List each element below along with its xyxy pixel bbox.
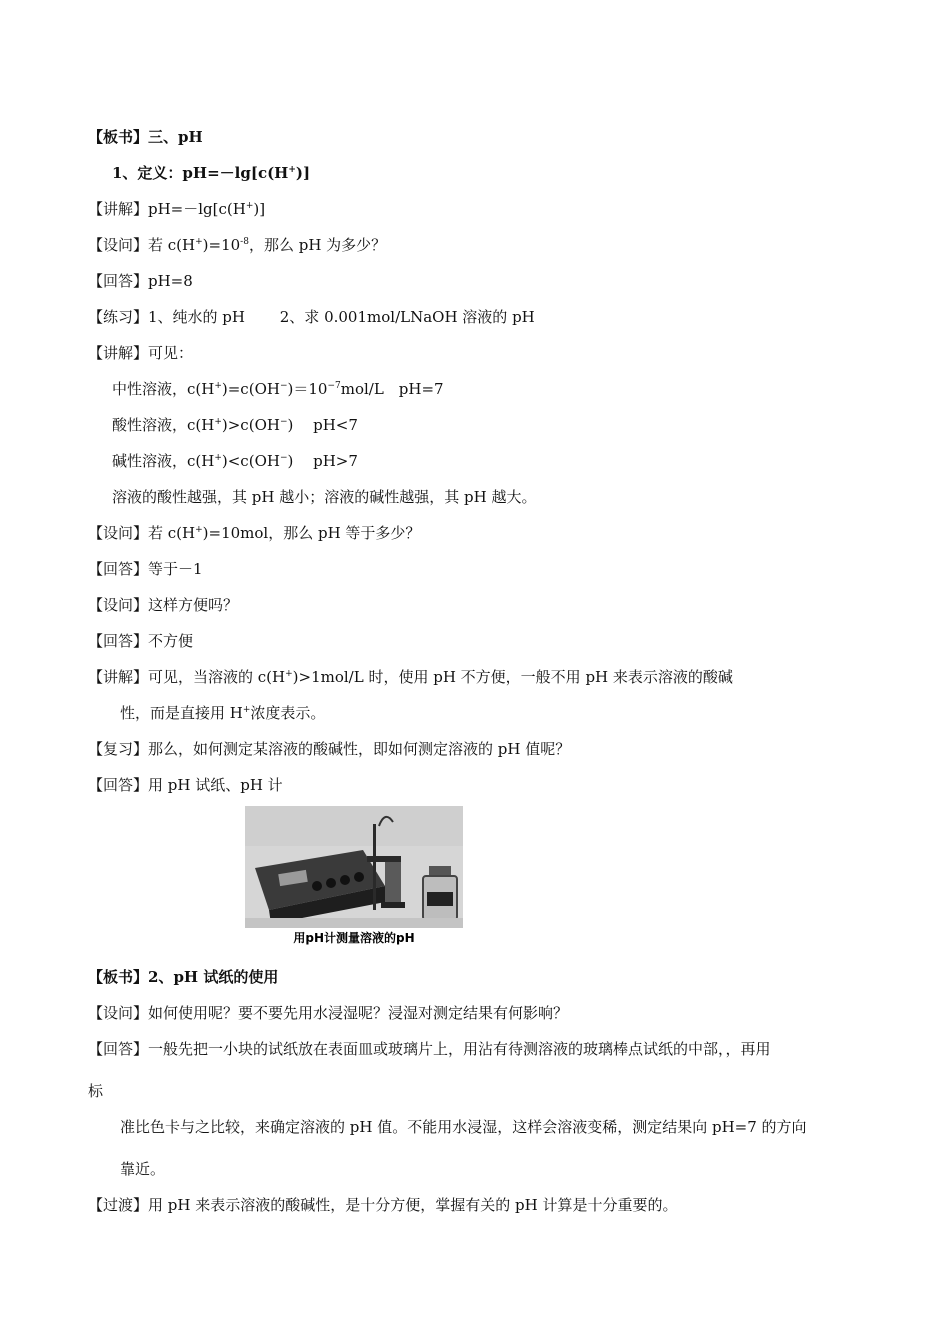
text: )=c(OH <box>221 380 280 398</box>
answer-line <box>88 774 283 796</box>
text: 准比色卡与之比较，来确定溶液的 pH 值。不能用水浸湿，这样会溶液变稀，测定结果向 pH=7 的方向 <box>120 1118 807 1136</box>
text: 碱性溶液，c(H <box>112 452 215 470</box>
explanation-line <box>88 666 733 688</box>
text: 溶液的酸性越强，其 pH 越小；溶液的碱性越强，其 pH 越大。 <box>112 488 537 506</box>
superscript: + <box>195 525 203 535</box>
text: 酸性溶液，c(H <box>112 416 215 434</box>
question-line <box>88 522 420 544</box>
text: 【回答】用 pH 试纸、pH 计 <box>88 776 283 794</box>
text: 【设问】这样方便吗？ <box>88 596 239 614</box>
text: 【设问】如何使用呢？要不要先用水浸湿呢？浸湿对测定结果有何影响？ <box>88 1004 569 1022</box>
transition-line <box>88 1194 677 1216</box>
superscript: − <box>279 381 288 391</box>
text: 【板书】三、pH <box>88 128 203 146</box>
text: 【回答】pH=8 <box>88 272 193 290</box>
ph-meter-illustration <box>245 806 463 948</box>
text: 【回答】不方便 <box>88 632 194 650</box>
answer-continuation <box>120 1116 807 1138</box>
text: 【讲解】可见，当溶液的 c(H <box>88 668 286 686</box>
answer-continuation <box>120 1158 165 1180</box>
text: ) pH>7 <box>287 452 358 470</box>
text: 【设问】若 c(H <box>88 236 196 254</box>
superscript: -8 <box>240 237 249 247</box>
ph-meter-photo <box>245 806 463 948</box>
question-line <box>88 594 238 616</box>
text: 1、定义：pH=－lg[c(H <box>112 164 289 182</box>
question-line <box>88 1002 568 1024</box>
text: 浓度表示。 <box>250 704 326 722</box>
basic-solution-line <box>112 450 358 472</box>
superscript: + <box>242 705 251 715</box>
text: 【过渡】用 pH 来表示溶液的酸碱性，是十分方便，掌握有关的 pH 计算是十分重要的。 <box>88 1196 678 1214</box>
text: )<c(OH <box>221 452 280 470</box>
superscript: + <box>214 381 222 391</box>
question-line <box>88 234 386 256</box>
text: )=10 <box>202 236 241 254</box>
answer-line <box>88 630 193 652</box>
acidic-solution-line <box>112 414 358 436</box>
text: ) pH<7 <box>287 416 358 434</box>
explanation-continuation <box>120 702 325 724</box>
text: )＝10 <box>287 380 328 398</box>
text: )>c(OH <box>221 416 280 434</box>
text: )=10mol，那么 pH 等于多少？ <box>202 524 421 542</box>
superscript: + <box>214 453 222 463</box>
superscript: − <box>279 417 288 427</box>
text: 【回答】等于－1 <box>88 560 203 578</box>
text: 【回答】一般先把一小块的试纸放在表面皿或玻璃片上，用沾有待测溶液的玻璃棒点试纸的中部，，再用 <box>88 1040 771 1058</box>
exercise-line <box>88 306 535 328</box>
superscript: + <box>214 417 222 427</box>
answer-line <box>88 558 203 580</box>
text: )>1mol/L 时，使用 pH 不方便，一般不用 pH 来表示溶液的酸碱 <box>292 668 733 686</box>
answer-line <box>88 270 193 292</box>
text: 【讲解】可见： <box>88 344 194 362</box>
neutral-solution-line <box>112 378 444 400</box>
text: 中性溶液，c(H <box>112 380 215 398</box>
text: 【板书】2、pH 试纸的使用 <box>88 968 279 986</box>
text: 【讲解】pH=－lg[c(H <box>88 200 246 218</box>
answer-continuation <box>88 1080 103 1102</box>
text: )] <box>295 164 311 182</box>
text: )] <box>253 200 266 218</box>
summary-line <box>112 486 536 508</box>
figure-caption: 用pH计测量溶液的pH <box>245 928 463 948</box>
text: 【复习】那么，如何测定某溶液的酸碱性，即如何测定溶液的 pH 值呢？ <box>88 740 571 758</box>
text: 靠近。 <box>120 1160 166 1178</box>
explanation-line <box>88 342 193 364</box>
superscript: + <box>288 165 296 175</box>
text: 【设问】若 c(H <box>88 524 196 542</box>
text: 性，而是直接用 H <box>120 704 243 722</box>
superscript: + <box>195 237 203 247</box>
text: 【练习】1、纯水的 pH 2、求 0.001mol/LNaOH 溶液的 pH <box>88 308 535 326</box>
answer-line <box>88 1038 771 1060</box>
superscript: + <box>245 201 254 211</box>
superscript: + <box>285 669 293 679</box>
text: ，那么 pH 为多少？ <box>248 236 387 254</box>
definition-line <box>112 162 310 184</box>
heading-ph <box>88 126 203 148</box>
review-line <box>88 738 570 760</box>
superscript: −7 <box>327 381 341 391</box>
text: 标 <box>88 1082 104 1100</box>
explanation-line <box>88 198 265 220</box>
superscript: − <box>279 453 288 463</box>
text: mol/L pH=7 <box>340 380 444 398</box>
heading-test-paper <box>88 966 278 988</box>
